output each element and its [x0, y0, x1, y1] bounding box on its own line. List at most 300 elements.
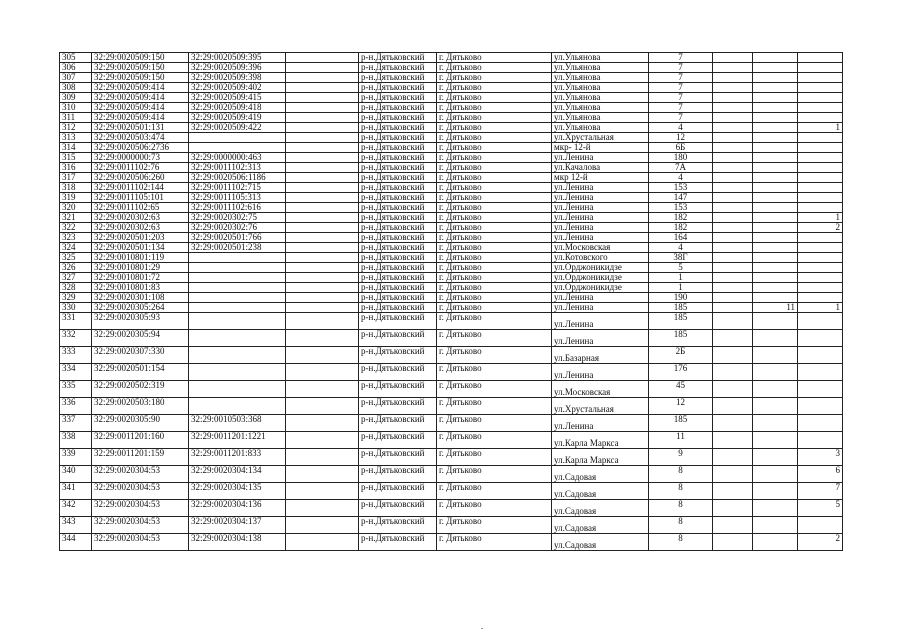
city: г. Дятьково — [437, 263, 552, 273]
district: р-н.Дятьковский — [359, 415, 437, 432]
apartment-number: 6 — [798, 466, 843, 483]
empty-cell — [286, 233, 359, 243]
table-row — [60, 364, 843, 381]
extra-cell — [713, 133, 753, 143]
house-number: 4 — [649, 123, 713, 133]
table-row — [60, 193, 843, 203]
apartment-count — [753, 213, 798, 223]
empty-cell — [286, 364, 359, 381]
cadastral-number: 32:29:0020305:264 — [92, 303, 189, 313]
street: ул.Садовая — [552, 483, 649, 500]
apartment-number: 2 — [798, 223, 843, 233]
object-cadastral-number: 32:29:0020304:138 — [189, 534, 286, 551]
apartment-count — [753, 347, 798, 364]
row-number: 313 — [60, 133, 92, 143]
street: ул.Ленина — [552, 330, 649, 347]
cadastral-number: 32:29:0020509:414 — [92, 83, 189, 93]
district: р-н.Дятьковский — [359, 183, 437, 193]
table-row — [60, 313, 843, 330]
apartment-count — [753, 449, 798, 466]
cadastral-number: 32:29:0020304:53 — [92, 534, 189, 551]
district: р-н.Дятьковский — [359, 449, 437, 466]
district: р-н.Дятьковский — [359, 347, 437, 364]
district: р-н.Дятьковский — [359, 193, 437, 203]
extra-cell — [713, 123, 753, 133]
street: ул.Базарная — [552, 347, 649, 364]
street: ул.Карла Маркса — [552, 432, 649, 449]
row-number: 342 — [60, 500, 92, 517]
apartment-count — [753, 466, 798, 483]
extra-cell — [713, 293, 753, 303]
city: г. Дятьково — [437, 534, 552, 551]
city: г. Дятьково — [437, 398, 552, 415]
apartment-number — [798, 183, 843, 193]
empty-cell — [286, 381, 359, 398]
district: р-н.Дятьковский — [359, 500, 437, 517]
row-number: 330 — [60, 303, 92, 313]
street: ул.Ульянова — [552, 63, 649, 73]
row-number: 341 — [60, 483, 92, 500]
apartment-number — [798, 73, 843, 83]
house-number: 12 — [649, 133, 713, 143]
apartment-number — [798, 253, 843, 263]
apartment-count — [753, 243, 798, 253]
apartment-count — [753, 483, 798, 500]
city: г. Дятьково — [437, 93, 552, 103]
house-number: 5 — [649, 263, 713, 273]
district: р-н.Дятьковский — [359, 313, 437, 330]
empty-cell — [286, 213, 359, 223]
apartment-count — [753, 500, 798, 517]
row-number: 332 — [60, 330, 92, 347]
city: г. Дятьково — [437, 233, 552, 243]
object-cadastral-number: 32:29:0020501:766 — [189, 233, 286, 243]
cadastral-number: 32:29:0011102:76 — [92, 163, 189, 173]
apartment-number — [798, 53, 843, 63]
extra-cell — [713, 347, 753, 364]
street: ул.Ульянова — [552, 53, 649, 63]
house-number: 8 — [649, 517, 713, 534]
apartment-number — [798, 381, 843, 398]
table-row — [60, 93, 843, 103]
row-number: 308 — [60, 83, 92, 93]
house-number: 147 — [649, 193, 713, 203]
object-cadastral-number: 32:29:0020509:402 — [189, 83, 286, 93]
apartment-count — [753, 63, 798, 73]
extra-cell — [713, 466, 753, 483]
object-cadastral-number: 32:29:0010503:368 — [189, 415, 286, 432]
object-cadastral-number — [189, 293, 286, 303]
object-cadastral-number — [189, 313, 286, 330]
object-cadastral-number — [189, 253, 286, 263]
object-cadastral-number: 32:29:0000000:463 — [189, 153, 286, 163]
table-row — [60, 73, 843, 83]
empty-cell — [286, 432, 359, 449]
object-cadastral-number: 32:29:0011102:715 — [189, 183, 286, 193]
table-row — [60, 143, 843, 153]
cadastral-number: 32:29:0011105:101 — [92, 193, 189, 203]
district: р-н.Дятьковский — [359, 73, 437, 83]
house-number: 8 — [649, 466, 713, 483]
object-cadastral-number: 32:29:0011201:833 — [189, 449, 286, 466]
apartment-count — [753, 143, 798, 153]
cadastral-number: 32:29:0020304:53 — [92, 483, 189, 500]
apartment-count — [753, 534, 798, 551]
house-number: 185 — [649, 303, 713, 313]
district: р-н.Дятьковский — [359, 283, 437, 293]
cadastral-number: 32:29:0020501:131 — [92, 123, 189, 133]
extra-cell — [713, 381, 753, 398]
cadastral-number: 32:29:0020503:474 — [92, 133, 189, 143]
row-number: 334 — [60, 364, 92, 381]
house-number: 6Б — [649, 143, 713, 153]
extra-cell — [713, 63, 753, 73]
cadastral-number: 32:29:0020501:203 — [92, 233, 189, 243]
object-cadastral-number: 32:29:0020304:136 — [189, 500, 286, 517]
apartment-number — [798, 63, 843, 73]
street: ул.Ленина — [552, 203, 649, 213]
apartment-count — [753, 133, 798, 143]
cadastral-number: 32:29:0020302:63 — [92, 213, 189, 223]
cadastral-number: 32:29:0020305:94 — [92, 330, 189, 347]
apartment-count — [753, 153, 798, 163]
city: г. Дятьково — [437, 153, 552, 163]
row-number: 335 — [60, 381, 92, 398]
cadastral-number: 32:29:0020509:150 — [92, 53, 189, 63]
row-number: 306 — [60, 63, 92, 73]
table-row — [60, 500, 843, 517]
apartment-count — [753, 173, 798, 183]
city: г. Дятьково — [437, 283, 552, 293]
row-number: 320 — [60, 203, 92, 213]
city: г. Дятьково — [437, 483, 552, 500]
table-row — [60, 63, 843, 73]
row-number: 305 — [60, 53, 92, 63]
house-number: 180 — [649, 153, 713, 163]
empty-cell — [286, 193, 359, 203]
extra-cell — [713, 243, 753, 253]
extra-cell — [713, 203, 753, 213]
district: р-н.Дятьковский — [359, 263, 437, 273]
house-number: 7 — [649, 113, 713, 123]
house-number: 185 — [649, 313, 713, 330]
city: г. Дятьково — [437, 517, 552, 534]
table-row — [60, 398, 843, 415]
table-row — [60, 203, 843, 213]
city: г. Дятьково — [437, 347, 552, 364]
house-number: 8 — [649, 500, 713, 517]
city: г. Дятьково — [437, 303, 552, 313]
house-number: 12 — [649, 398, 713, 415]
empty-cell — [286, 243, 359, 253]
row-number: 337 — [60, 415, 92, 432]
footer-mark — [481, 628, 483, 629]
empty-cell — [286, 273, 359, 283]
extra-cell — [713, 517, 753, 534]
empty-cell — [286, 173, 359, 183]
apartment-count — [753, 83, 798, 93]
apartment-number — [798, 313, 843, 330]
apartment-number — [798, 93, 843, 103]
cadastral-number: 32:29:0020509:414 — [92, 103, 189, 113]
object-cadastral-number: 32:29:0020304:134 — [189, 466, 286, 483]
empty-cell — [286, 53, 359, 63]
district: р-н.Дятьковский — [359, 53, 437, 63]
apartment-number — [798, 83, 843, 93]
cadastral-number: 32:29:0020304:53 — [92, 466, 189, 483]
district: р-н.Дятьковский — [359, 153, 437, 163]
apartment-number — [798, 330, 843, 347]
apartment-number — [798, 193, 843, 203]
empty-cell — [286, 133, 359, 143]
apartment-count — [753, 432, 798, 449]
extra-cell — [713, 364, 753, 381]
street: ул.Ленина — [552, 233, 649, 243]
empty-cell — [286, 73, 359, 83]
house-number: 11 — [649, 432, 713, 449]
empty-cell — [286, 123, 359, 133]
extra-cell — [713, 330, 753, 347]
street: ул.Карла Маркса — [552, 449, 649, 466]
cadastral-number: 32:29:0011102:65 — [92, 203, 189, 213]
object-cadastral-number: 32:29:0020509:415 — [189, 93, 286, 103]
table-row — [60, 483, 843, 500]
table-row — [60, 415, 843, 432]
street: ул.Ленина — [552, 193, 649, 203]
empty-cell — [286, 330, 359, 347]
object-cadastral-number — [189, 263, 286, 273]
district: р-н.Дятьковский — [359, 113, 437, 123]
street: ул.Московская — [552, 243, 649, 253]
empty-cell — [286, 143, 359, 153]
apartment-number — [798, 398, 843, 415]
street: ул.Садовая — [552, 517, 649, 534]
object-cadastral-number: 32:29:0020302:76 — [189, 223, 286, 233]
district: р-н.Дятьковский — [359, 330, 437, 347]
house-number: 7 — [649, 83, 713, 93]
empty-cell — [286, 103, 359, 113]
empty-cell — [286, 93, 359, 103]
object-cadastral-number: 32:29:0020302:75 — [189, 213, 286, 223]
apartment-number — [798, 517, 843, 534]
apartment-count — [753, 233, 798, 243]
district: р-н.Дятьковский — [359, 103, 437, 113]
street: ул.Ульянова — [552, 73, 649, 83]
apartment-count — [753, 183, 798, 193]
row-number: 327 — [60, 273, 92, 283]
city: г. Дятьково — [437, 449, 552, 466]
apartment-count — [753, 73, 798, 83]
extra-cell — [713, 193, 753, 203]
table-row — [60, 123, 843, 133]
city: г. Дятьково — [437, 63, 552, 73]
district: р-н.Дятьковский — [359, 466, 437, 483]
house-number: 153 — [649, 203, 713, 213]
table-row — [60, 183, 843, 193]
empty-cell — [286, 347, 359, 364]
street: ул.Хрустальная — [552, 133, 649, 143]
house-number: 185 — [649, 415, 713, 432]
apartment-count — [753, 253, 798, 263]
district: р-н.Дятьковский — [359, 517, 437, 534]
extra-cell — [713, 303, 753, 313]
table-row — [60, 293, 843, 303]
cadastral-number: 32:29:0020305:93 — [92, 313, 189, 330]
city: г. Дятьково — [437, 103, 552, 113]
city: г. Дятьково — [437, 143, 552, 153]
district: р-н.Дятьковский — [359, 432, 437, 449]
empty-cell — [286, 83, 359, 93]
district: р-н.Дятьковский — [359, 223, 437, 233]
street: ул.Садовая — [552, 500, 649, 517]
district: р-н.Дятьковский — [359, 93, 437, 103]
street: ул.Ульянова — [552, 123, 649, 133]
district: р-н.Дятьковский — [359, 143, 437, 153]
row-number: 309 — [60, 93, 92, 103]
table-row — [60, 381, 843, 398]
row-number: 310 — [60, 103, 92, 113]
house-number: 7 — [649, 103, 713, 113]
city: г. Дятьково — [437, 415, 552, 432]
house-number: 164 — [649, 233, 713, 243]
object-cadastral-number — [189, 398, 286, 415]
city: г. Дятьково — [437, 173, 552, 183]
district: р-н.Дятьковский — [359, 213, 437, 223]
district: р-н.Дятьковский — [359, 483, 437, 500]
district: р-н.Дятьковский — [359, 123, 437, 133]
extra-cell — [713, 113, 753, 123]
table-row — [60, 283, 843, 293]
apartment-number: 1 — [798, 303, 843, 313]
extra-cell — [713, 449, 753, 466]
apartment-count — [753, 263, 798, 273]
apartment-number — [798, 233, 843, 243]
extra-cell — [713, 213, 753, 223]
row-number: 322 — [60, 223, 92, 233]
apartment-number — [798, 113, 843, 123]
district: р-н.Дятьковский — [359, 233, 437, 243]
house-number: 182 — [649, 213, 713, 223]
extra-cell — [713, 183, 753, 193]
street: ул.Ульянова — [552, 103, 649, 113]
street: ул.Ленина — [552, 183, 649, 193]
cadastral-number: 32:29:0011102:144 — [92, 183, 189, 193]
house-number: 9 — [649, 449, 713, 466]
cadastral-number: 32:29:0010801:29 — [92, 263, 189, 273]
apartment-number: 5 — [798, 500, 843, 517]
row-number: 336 — [60, 398, 92, 415]
table-row — [60, 233, 843, 243]
apartment-number — [798, 143, 843, 153]
city: г. Дятьково — [437, 273, 552, 283]
apartment-count — [753, 517, 798, 534]
apartment-number — [798, 293, 843, 303]
house-number: 7А — [649, 163, 713, 173]
district: р-н.Дятьковский — [359, 163, 437, 173]
city: г. Дятьково — [437, 163, 552, 173]
table-row — [60, 53, 843, 63]
table-row — [60, 303, 843, 313]
house-number: 8 — [649, 534, 713, 551]
cadastral-number: 32:29:0020305:90 — [92, 415, 189, 432]
object-cadastral-number — [189, 303, 286, 313]
house-number: 45 — [649, 381, 713, 398]
table-row — [60, 173, 843, 183]
cadastral-number: 32:29:0010801:83 — [92, 283, 189, 293]
city: г. Дятьково — [437, 500, 552, 517]
house-number: 38Г — [649, 253, 713, 263]
empty-cell — [286, 449, 359, 466]
cadastral-number: 32:29:0020503:180 — [92, 398, 189, 415]
object-cadastral-number — [189, 143, 286, 153]
table-body — [60, 53, 843, 551]
city: г. Дятьково — [437, 123, 552, 133]
extra-cell — [713, 153, 753, 163]
row-number: 321 — [60, 213, 92, 223]
object-cadastral-number — [189, 133, 286, 143]
apartment-count — [753, 293, 798, 303]
apartment-count — [753, 364, 798, 381]
row-number: 312 — [60, 123, 92, 133]
empty-cell — [286, 303, 359, 313]
district: р-н.Дятьковский — [359, 243, 437, 253]
cadastral-number: 32:29:0020509:414 — [92, 113, 189, 123]
extra-cell — [713, 263, 753, 273]
row-number: 318 — [60, 183, 92, 193]
district: р-н.Дятьковский — [359, 303, 437, 313]
city: г. Дятьково — [437, 432, 552, 449]
cadastral-number: 32:29:0010801:72 — [92, 273, 189, 283]
empty-cell — [286, 263, 359, 273]
object-cadastral-number — [189, 283, 286, 293]
district: р-н.Дятьковский — [359, 398, 437, 415]
object-cadastral-number: 32:29:0020509:422 — [189, 123, 286, 133]
row-number: 339 — [60, 449, 92, 466]
cadastral-number: 32:29:0020304:53 — [92, 500, 189, 517]
row-number: 343 — [60, 517, 92, 534]
extra-cell — [713, 398, 753, 415]
city: г. Дятьково — [437, 330, 552, 347]
house-number: 190 — [649, 293, 713, 303]
street: мкр 12-й — [552, 173, 649, 183]
cadastral-number: 32:29:0011201:160 — [92, 432, 189, 449]
district: р-н.Дятьковский — [359, 173, 437, 183]
object-cadastral-number: 32:29:0011201:1221 — [189, 432, 286, 449]
row-number: 316 — [60, 163, 92, 173]
apartment-number — [798, 163, 843, 173]
district: р-н.Дятьковский — [359, 381, 437, 398]
city: г. Дятьково — [437, 203, 552, 213]
apartment-number — [798, 173, 843, 183]
row-number: 340 — [60, 466, 92, 483]
object-cadastral-number: 32:29:0020509:418 — [189, 103, 286, 113]
object-cadastral-number: 32:29:0020509:395 — [189, 53, 286, 63]
apartment-count: 11 — [753, 303, 798, 313]
extra-cell — [713, 143, 753, 153]
row-number: 333 — [60, 347, 92, 364]
extra-cell — [713, 223, 753, 233]
object-cadastral-number: 32:29:0020304:135 — [189, 483, 286, 500]
cadastral-number: 32:29:0000000:73 — [92, 153, 189, 163]
apartment-count — [753, 330, 798, 347]
table-row — [60, 330, 843, 347]
city: г. Дятьково — [437, 253, 552, 263]
cadastral-number: 32:29:0020502:319 — [92, 381, 189, 398]
empty-cell — [286, 253, 359, 263]
extra-cell — [713, 53, 753, 63]
cadastral-number: 32:29:0020509:414 — [92, 93, 189, 103]
apartment-number — [798, 364, 843, 381]
